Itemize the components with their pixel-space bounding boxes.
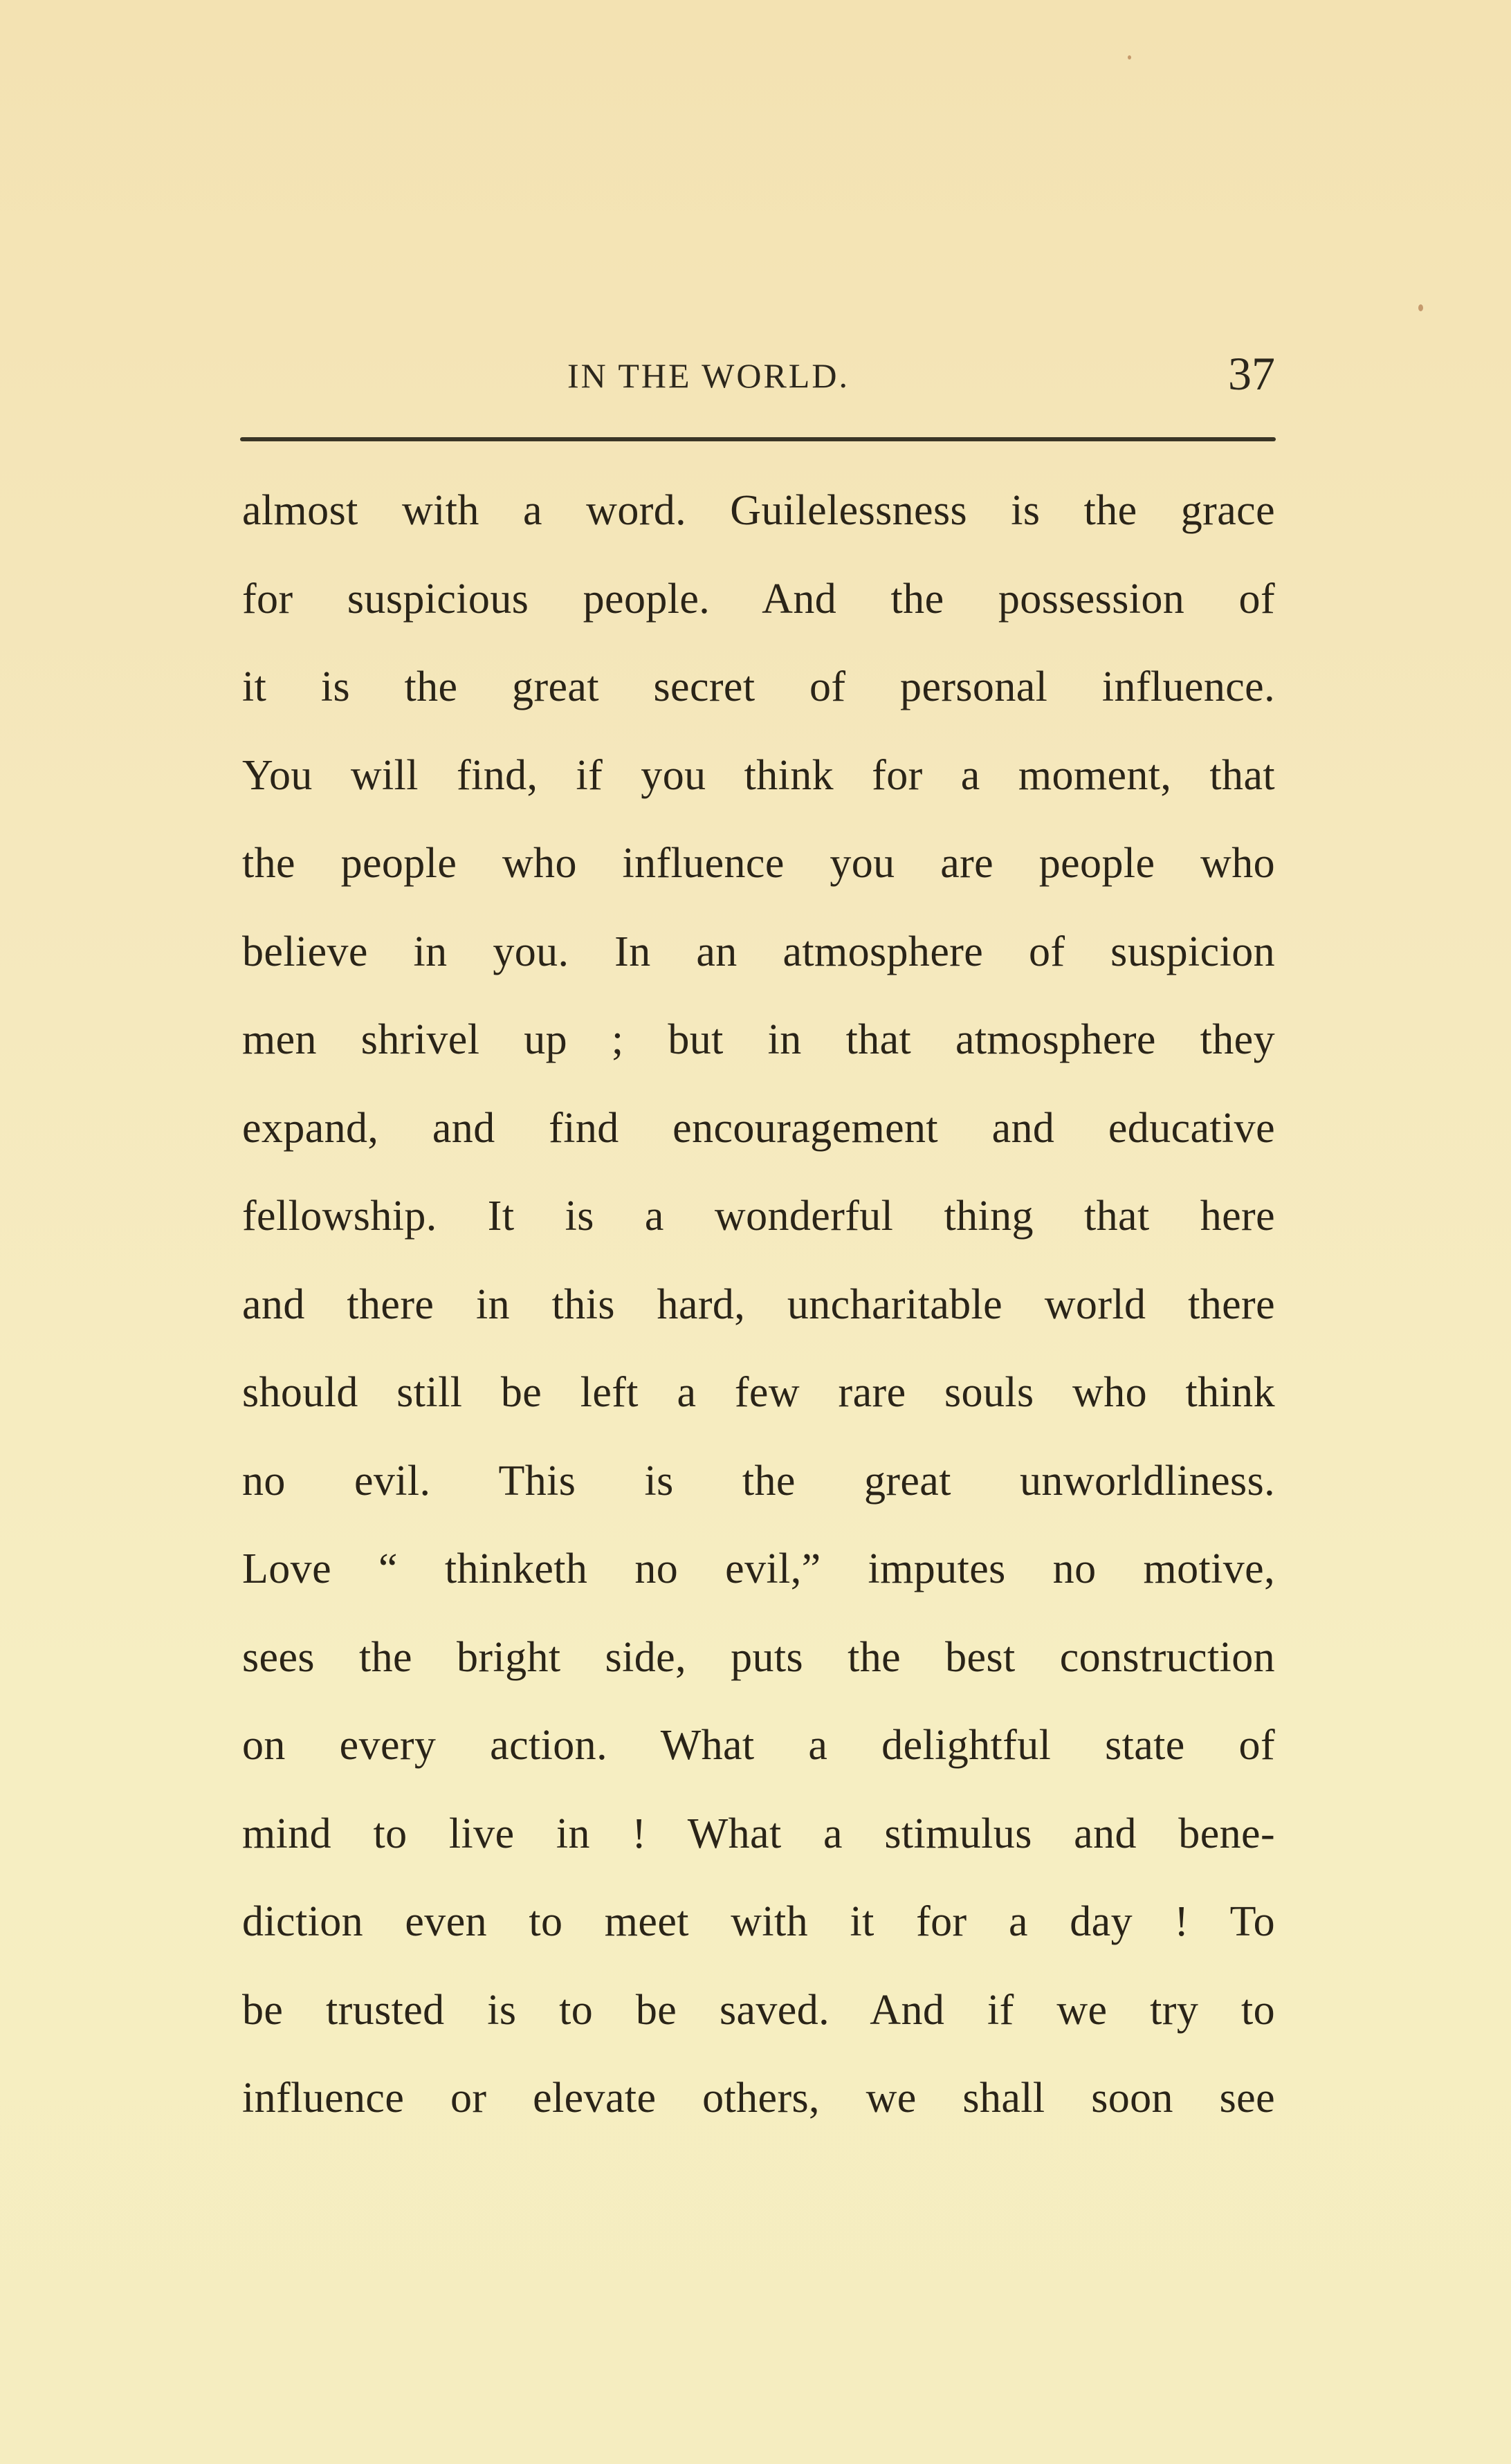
- page-number: 37: [1228, 347, 1275, 400]
- text-line: mind to live in ! What a stimulus and bene-: [242, 1810, 1275, 1857]
- paper-speck: [1128, 55, 1131, 59]
- text-line: should still be left a few rare souls who think: [242, 1369, 1275, 1416]
- running-head: [242, 346, 1275, 401]
- paper-speck: [1418, 304, 1423, 311]
- text-line: no evil. This is the great unworldliness.: [242, 1457, 1275, 1505]
- text-line: men shrivel up ; but in that atmosphere they: [242, 1016, 1275, 1063]
- text-line: the people who influence you are people who: [242, 840, 1275, 887]
- text-line: sees the bright side, puts the best construction: [242, 1633, 1275, 1681]
- text-line: believe in you. In an atmosphere of suspicion: [242, 928, 1275, 975]
- text-line: fellowship. It is a wonderful thing that here: [242, 1193, 1275, 1240]
- body-text: [242, 472, 1275, 2148]
- text-line: and there in this hard, uncharitable world there: [242, 1280, 1275, 1328]
- text-line: You will find, if you think for a moment, that: [242, 751, 1275, 799]
- text-line: almost with a word. Guilelessness is the grace: [242, 487, 1275, 534]
- text-line: be trusted is to be saved. And if we try to: [242, 1986, 1275, 2034]
- text-line: for suspicious people. And the possession of: [242, 575, 1275, 623]
- text-line: expand, and find encouragement and educative: [242, 1104, 1275, 1152]
- text-line: Love “ thinketh no evil,” imputes no motive,: [242, 1545, 1275, 1592]
- text-line: it is the great secret of personal influence.: [242, 663, 1275, 710]
- running-title: IN THE WORLD.: [567, 356, 850, 395]
- header-rule: [240, 437, 1276, 441]
- text-line: diction even to meet with it for a day ! To: [242, 1898, 1275, 1945]
- text-line: influence or elevate others, we shall soon see: [242, 2075, 1275, 2122]
- text-line: on every action. What a delightful state of: [242, 1722, 1275, 1769]
